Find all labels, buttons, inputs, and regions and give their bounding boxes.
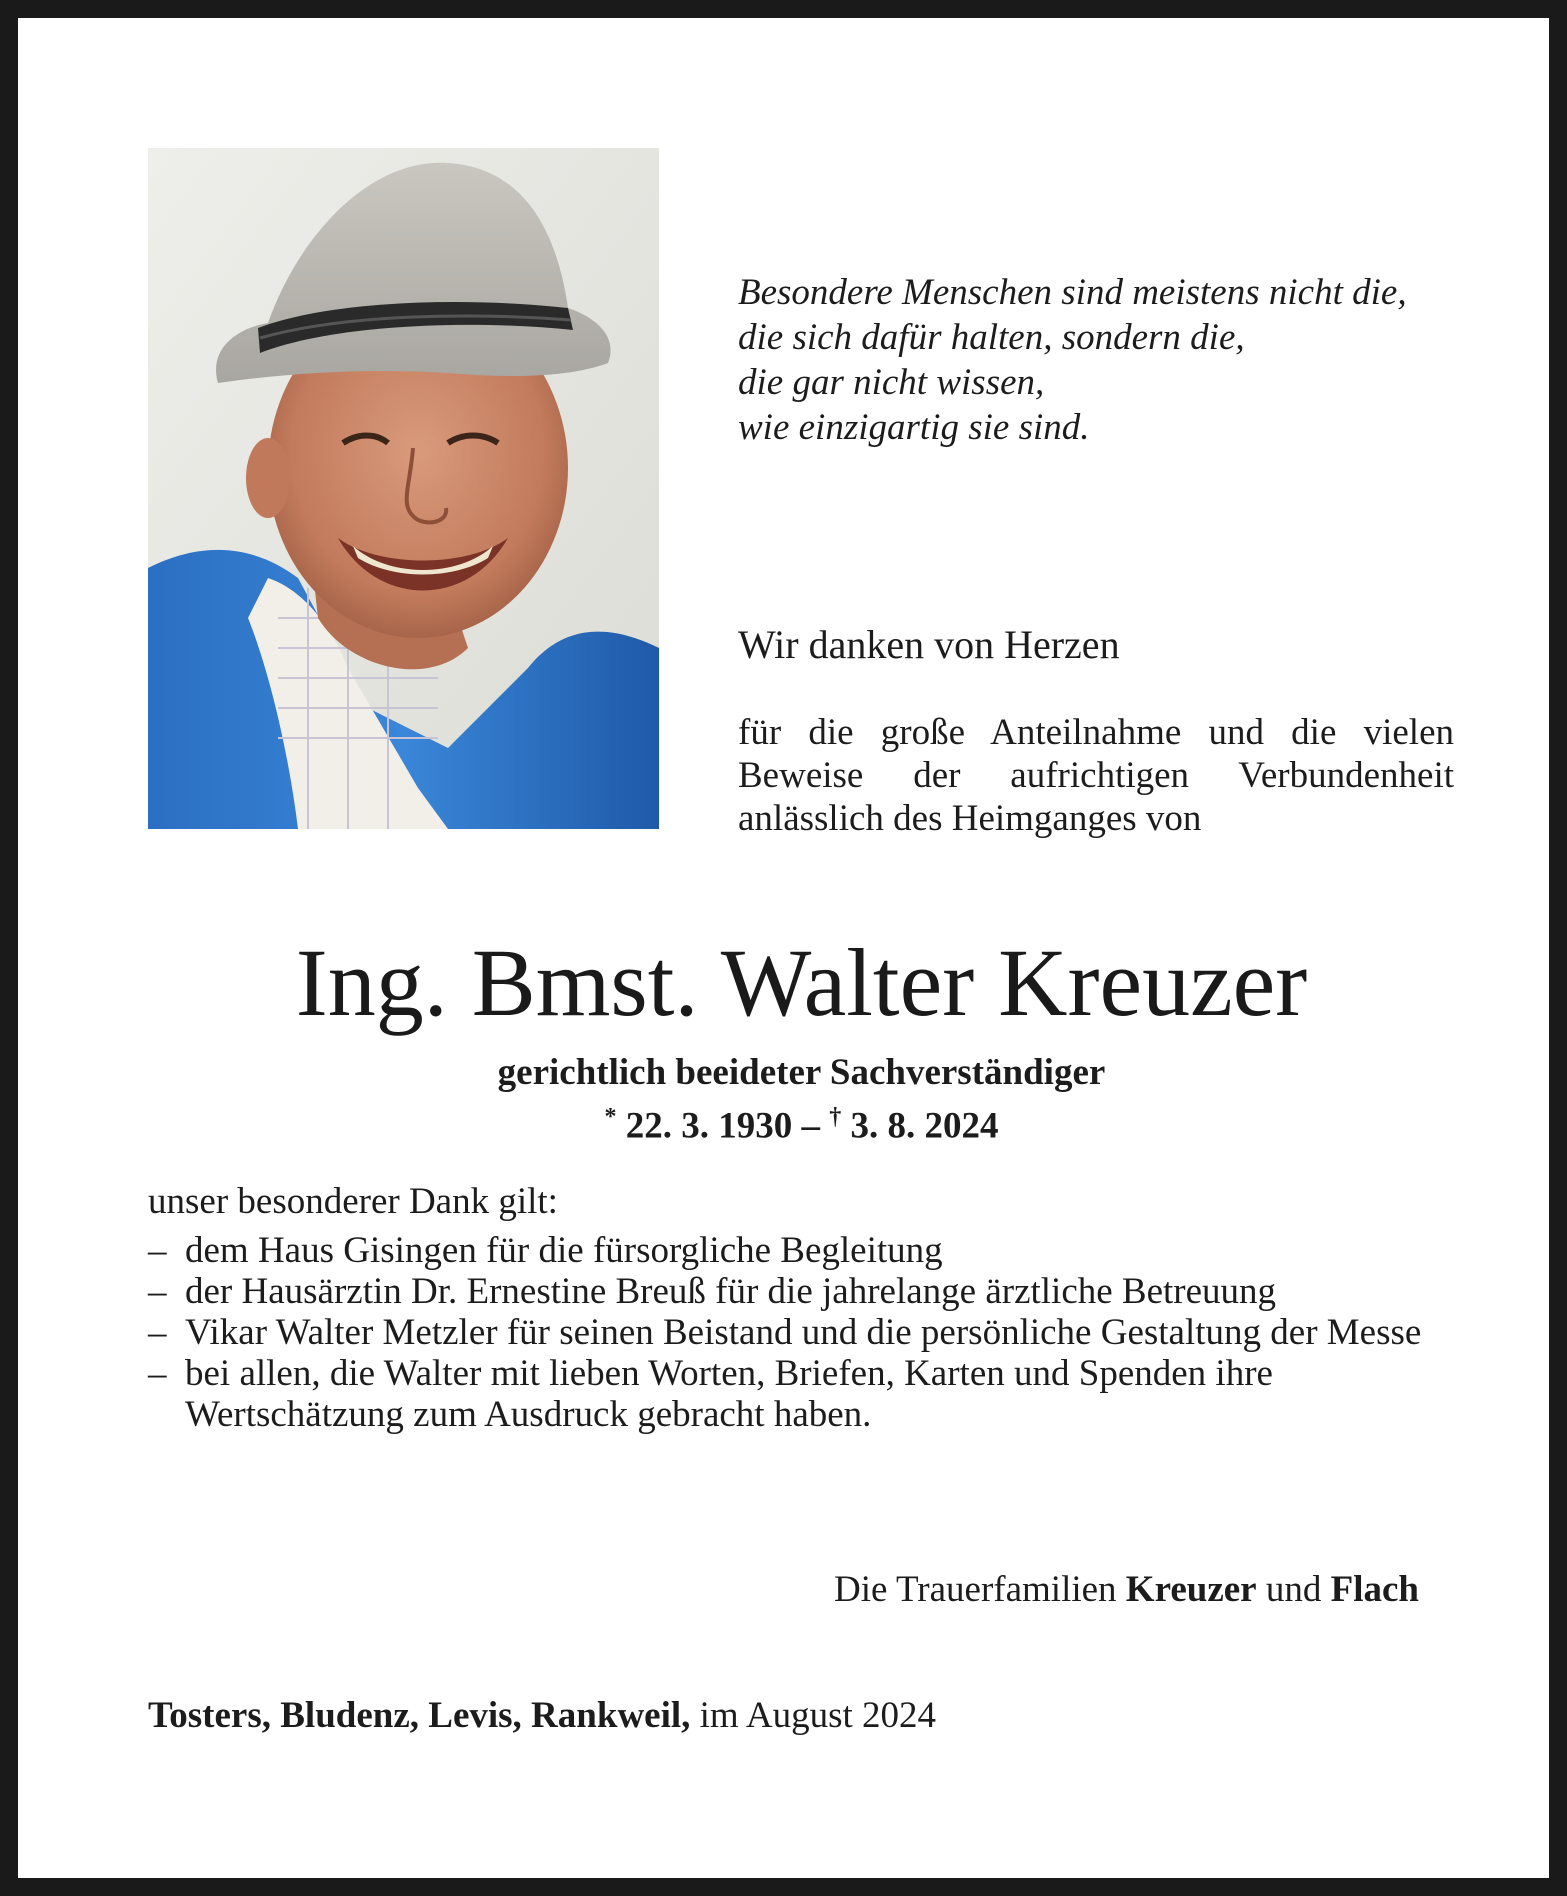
family-name-flach: Flach	[1330, 1569, 1419, 1610]
date-separator: –	[792, 1105, 830, 1147]
place-and-date	[148, 1694, 936, 1738]
publication-date: im August 2024	[690, 1695, 937, 1736]
list-item	[148, 1230, 1456, 1271]
thanks-heading: Wir danken von Herzen	[738, 622, 1120, 667]
dash-marker: –	[148, 1230, 167, 1271]
list-item-text: der Hausärztin Dr. Ernestine Breuß für die jahrelange ärztliche Betreuung	[185, 1271, 1277, 1312]
life-dates	[18, 1095, 1567, 1148]
list-item-text: bei allen, die Walter mit lieben Worten, Briefen, Karten und Spenden ihre Wertschätzung zum Ausdruck gebracht haben.	[185, 1353, 1273, 1435]
locations: Tosters, Bludenz, Levis, Rankweil,	[148, 1695, 691, 1736]
dash-marker: –	[148, 1353, 167, 1394]
quote-line: die gar nicht wissen,	[738, 362, 1045, 403]
family-name-kreuzer: Kreuzer	[1125, 1569, 1257, 1610]
list-item-text: dem Haus Gisingen für die fürsorgliche Begleitung	[185, 1230, 943, 1271]
signature-conjunction: und	[1256, 1569, 1331, 1610]
quote-line: die sich dafür halten, sondern die,	[738, 317, 1245, 358]
acknowledgement-list	[148, 1230, 1456, 1435]
death-symbol: †	[829, 1104, 842, 1130]
list-item	[148, 1312, 1456, 1353]
list-item	[148, 1353, 1456, 1435]
acknowledgement-intro: unser besonderer Dank gilt:	[148, 1181, 558, 1222]
list-item-text: Vikar Walter Metzler für seinen Beistand und die persönliche Gestaltung der Messe	[185, 1312, 1422, 1353]
quote-block	[738, 270, 1458, 450]
family-signature	[834, 1568, 1419, 1612]
deceased-profession: gerichtlich beeideter Sachverständiger	[497, 1052, 1106, 1093]
dash-marker: –	[148, 1312, 167, 1353]
dash-marker: –	[148, 1271, 167, 1312]
quote-line: Besondere Menschen sind meistens nicht die,	[738, 272, 1407, 313]
quote-line: wie einzigartig sie sind.	[738, 407, 1090, 448]
birth-symbol: *	[604, 1104, 617, 1130]
thanks-text: für die große Anteilnahme und die vielen Beweise der aufrichtigen Verbundenheit anlässlich des Heimganges von	[738, 712, 1454, 839]
portrait-photo	[148, 148, 659, 829]
signature-prefix: Die Trauerfamilien	[833, 1569, 1126, 1610]
deceased-name: Ing. Bmst. Walter Kreuzer	[295, 929, 1308, 1036]
death-date: 3. 8. 2024	[850, 1105, 999, 1147]
birth-date: 22. 3. 1930	[625, 1105, 793, 1147]
list-item	[148, 1271, 1456, 1312]
